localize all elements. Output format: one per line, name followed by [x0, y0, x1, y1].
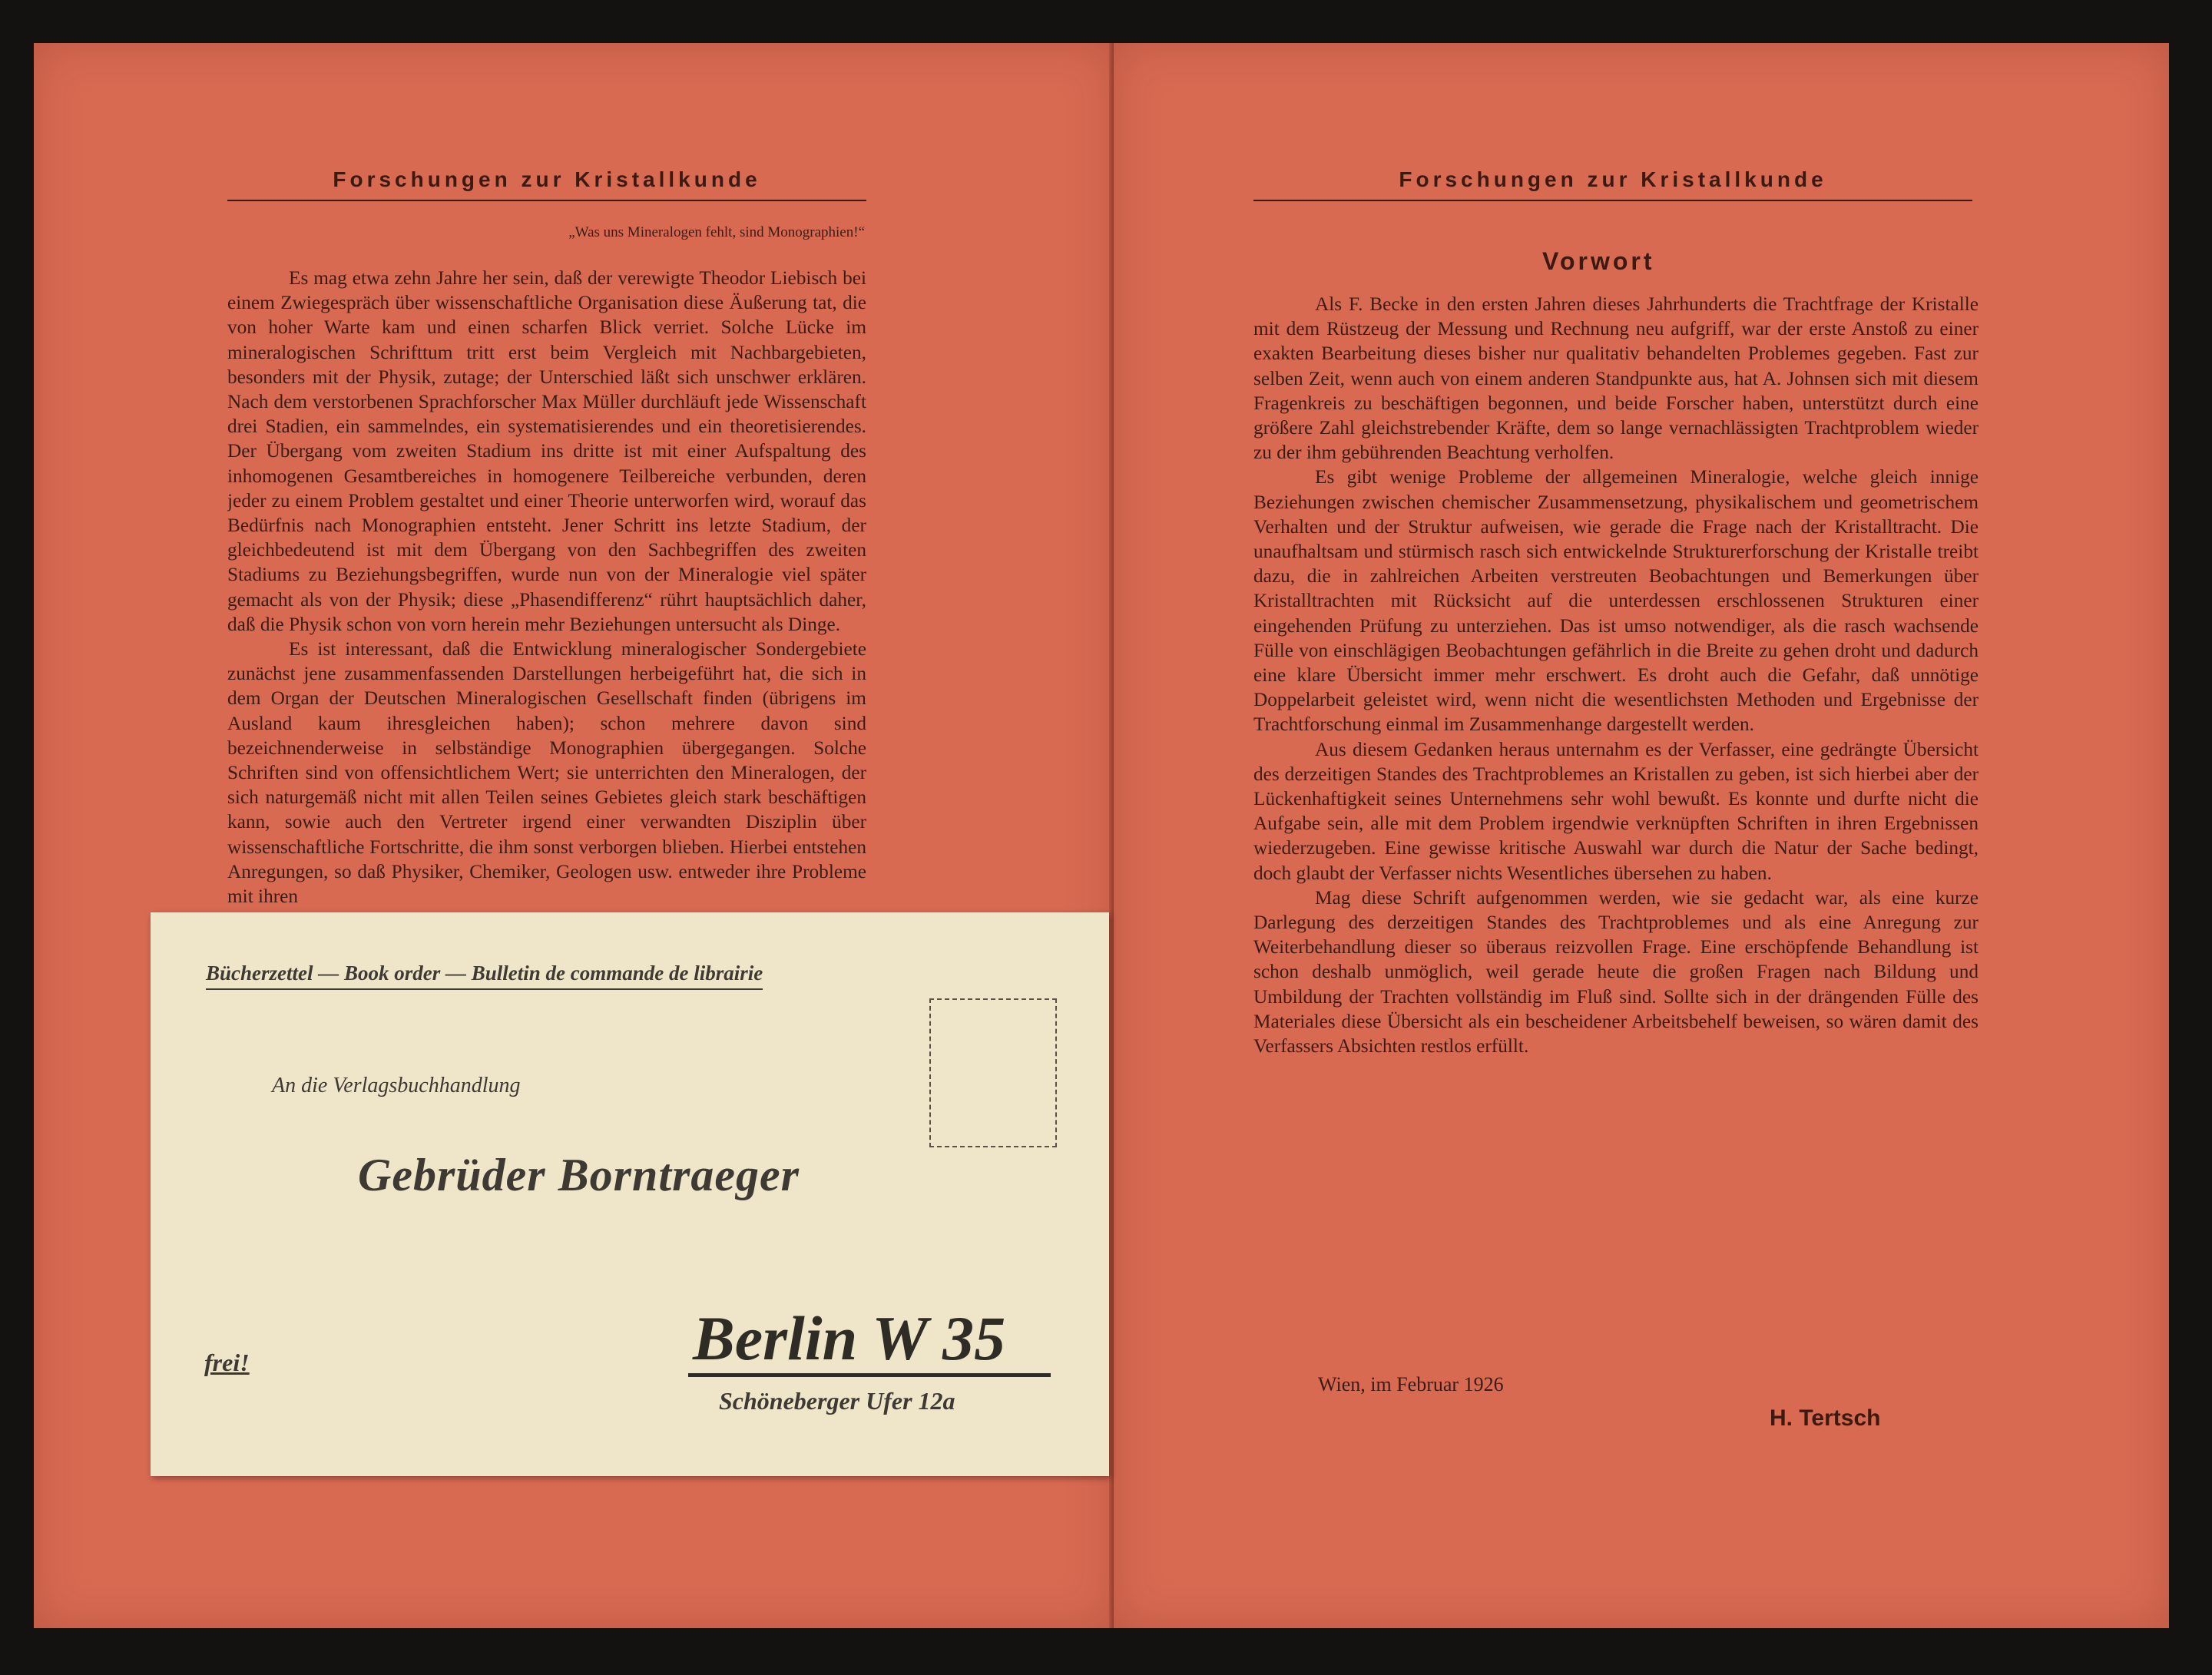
left-paragraph-2: Es ist interessant, daß die Entwicklung mineralogischer Sondergebiete zunächst jene zusammenfassenden Darstellungen herbeigeführt hat, die sich in dem Organ der Deutschen Mineralogischen Gesellschaft finden (übrigens im Ausland kaum ihresgleichen haben); schon mehrere davon sind bezeichnenderweise in selbständige Monographien übergegangen. Solche Schriften sind von offensichtlichem Wert; sie unterrichten den Mineralogen, der sich naturgemäß nicht mit allen Teilen seines Gebietes gleich stark beschäftigen kann, sowie auch den Vertreter irgend einer verwandten Disziplin über wissenschaftliche Fortschritte, die ihm sonst verborgen blieben. Hierbei entstehen Anregungen, so daß Physiker, Chemiker, Geologen usw. entweder ihre Probleme mit ihren — [227, 638, 866, 908]
right-paragraph-4: Mag diese Schrift aufgenommen werden, wie sie gedacht war, als eine kurze Darlegung des derzeitigen Standes des Trachtproblemes und als eine Anregung zur Weiterbehandlung dieser so überaus reizvollen Frage. Eine erschöpfende Behandlung ist schon deshalb unmöglich, weil gerade heute die großen Fragen nach Bildung und Umbildung der Trachten vollständig im Fluß sind. Sollte sich in der drängenden Fülle des Materiales diese Übersicht als ein bescheidener Arbeitsbehelf beweisen, so wären damit des Verfassers Absichten restlos erfüllt. — [1253, 886, 1979, 1058]
right-paragraph-3: Aus diesem Gedanken heraus unternahm es der Verfasser, eine gedrängte Übersicht des derzeitigen Standes des Trachtproblemes an Kristallen zu geben, ist sich hierbei aber der Lückenhaftigkeit seines Unternehmens sehr wohl bewußt. Es konnte und durfte nicht die Aufgabe sein, alle mit dem Problem irgendwie verknüpften Schriften in ihren Ergebnissen wiederzugeben. Eine gewisse kritische Auswahl war durch die Natur der Sache bedingt, doch glaubt der Verfasser nichts Wesentliches übersehen zu haben. — [1253, 738, 1979, 884]
left-running-header: Forschungen zur Kristallkunde — [227, 167, 866, 201]
right-body — [1253, 292, 1979, 1350]
order-card-address-line: An die Verlagsbuchhandlung — [272, 1074, 521, 1097]
order-card-postage: frei! — [204, 1349, 250, 1376]
right-paragraph-2: Es gibt wenige Probleme der allgemeinen Mineralogie, welche gleich innige Beziehungen zwischen chemischer Zusammensetzung, physikalischem und geometrischem Verhalten und der Struktur aufweisen, wie gerade die Frage nach der Kristalltracht. Die unaufhaltsam und stürmisch rasch sich entwickelnde Strukturerforschung der Kristalle treibt dazu, die in zahlreichen Arbeiten verstreuten Beobachtungen und Bemerkungen über Kristalltrachten mit Rücksicht auf die unterdessen erschlossenen Strukturen einer eingehenden Prüfung zu unterziehen. Das ist umso notwendiger, als die rasch wachsende Fülle von einschlägigen Beobachtungen gefährlich in die Breite zu gehen droht und dadurch eine klare Übersicht immer mehr erschwert. Es droht auch die Gefahr, daß unnötige Doppelarbeit geleistet wird, wenn nicht die wesentlichsten Methoden und Ergebnisse der Trachtforschung einmal im Zusammenhange dargestellt werden. — [1253, 466, 1979, 736]
foreword-title: Vorwort — [1542, 247, 1655, 275]
right-paragraph-1: Als F. Becke in den ersten Jahren dieses Jahrhunderts die Trachtfrage der Kristalle mit dem Rüstzeug der Messung und Rechnung neu aufgriff, war der erste Anstoß zu einer exakten Bearbeitung dieses bisher nur qualitativ behandelten Problemes gegeben. Fast zur selben Zeit, wenn auch von einem anderen Standpunkte aus, hat A. Johnsen sich mit diesem Fragenkreis zu beschäftigen begonnen, und beide Forscher haben, unterstützt durch eine größere Zahl gleichstrebender Kräfte, dem so lange vernachlässigten Trachtproblem wieder zu der ihm gebührenden Beachtung verholfen. — [1253, 293, 1979, 464]
order-card-heading: Bücherzettel — Book order — Bulletin de commande de librairie — [206, 962, 763, 990]
order-card-city-rule — [688, 1373, 1051, 1377]
order-card-publisher: Gebrüder Borntraeger — [358, 1150, 800, 1200]
right-running-header: Forschungen zur Kristallkunde — [1253, 167, 1972, 201]
stamp-box — [929, 998, 1057, 1147]
dateline: Wien, im Februar 1926 — [1318, 1373, 1504, 1395]
left-body — [227, 266, 866, 917]
author-signature: H. Tertsch — [1770, 1405, 1881, 1431]
left-motto: „Was uns Mineralogen fehlt, sind Monographien!“ — [568, 224, 865, 240]
left-paragraph-1: Es mag etwa zehn Jahre her sein, daß der verewigte Theodor Liebisch bei einem Zwiegespräch über wissenschaftliche Organisation diese Äußerung tat, die von hoher Warte kam und einen scharfen Blick verriet. Solche Lücke im mineralogischen Schrifttum tritt erst beim Vergleich mit Nachbargebieten, besonders mit der Physik, zutage; der Unterschied läßt sich unschwer erklären. Nach dem verstorbenen Sprachforscher Max Müller durchläuft jede Wissenschaft drei Stadien, ein sammelndes, ein systematisierendes und ein theoretisierendes. Der Übergang vom zweiten Stadium ins dritte ist mit einer Aufspaltung des inhomogenen Gesamtbereiches in homogenere Teilbereiche verbunden, deren jeder zu einem Problem gestaltet und einer Theorie unterworfen wird, worauf das Bedürfnis nach Monographien entsteht. Jener Schritt ins letzte Stadium, der gleichbedeutend ist mit dem Übergang von den Sachbegriffen des zweiten Stadiums zu Beziehungsbegriffen, wurde nun von der Mineralogie viel später gemacht als von der Physik; diese „Phasendifferenz“ rührt hauptsächlich daher, daß die Physik schon von vorn herein mehr Beziehungen untersucht als Dinge. — [227, 267, 866, 635]
order-card — [151, 912, 1109, 1476]
order-card-street: Schöneberger Ufer 12a — [719, 1387, 955, 1415]
order-card-city: Berlin W 35 — [693, 1303, 1006, 1373]
